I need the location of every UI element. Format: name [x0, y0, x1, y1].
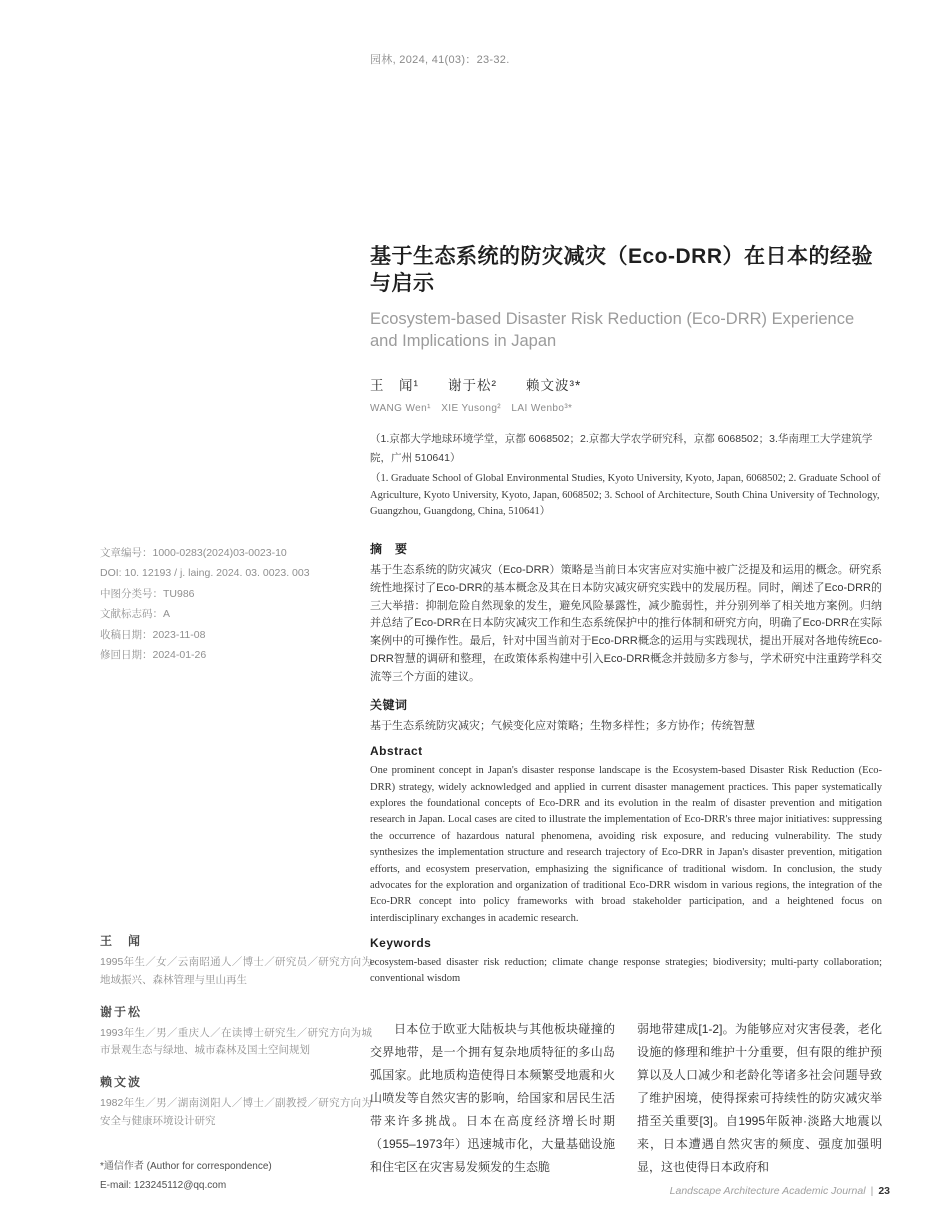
main-column	[370, 540, 882, 1179]
correspondence-note: *通信作者 (Author for correspondence)	[100, 1160, 272, 1172]
footer-journal-name: Landscape Architecture Academic Journal	[669, 1185, 866, 1197]
abstract-zh-heading: 摘 要	[370, 542, 408, 556]
journal-citation: 园林, 2024, 41(03)：23-32.	[370, 54, 510, 66]
bio-name: 赖文波	[100, 1075, 143, 1090]
abstract-en-text: One prominent concept in Japan's disaster response landscape is the Ecosystem-based Disaster Risk Reduction (Eco-DRR) strategy, widely acknowledged and applied in current disaster management practices. This paper systematically explores the foundational concepts of Eco-DRR and its evolution in the realm of disaster prevention and mitigation research in Japan. Local cases are cited to illustrate the implementation of Eco-DRR's three major initiatives: suppressing the occurrence of hazardous natural phenomena, avoiding risk exposure, and reducing vulnerability. The study synthesizes the implementation structure and research trajectory of Eco-DRR in Japan's disaster prevention, mitigation efforts, and ecosystem preservation, emphasizing the significance of traditional wisdom. In conclusion, the study advocates for the exploration and organization of traditional Eco-DRR wisdom in various regions, the integration of the Eco-DRR concept into policy frameworks with broad stakeholder participation, and a heightened focus on interdisciplinary exchanges in academic research.	[370, 765, 882, 924]
affiliations-en: （1. Graduate School of Global Environmental Studies, Kyoto University, Kyoto, Japan, 6068502; 2. Graduate School of Agriculture, Kyoto University, Kyoto, Japan, 6068502; 3. School of Architecture, South China University of Technology, Guangzhou, Guangdong, China, 510641）	[370, 472, 881, 518]
authors-zh: 王 闻¹ 谢于松² 赖文波³*	[370, 378, 582, 394]
title-block	[370, 243, 886, 521]
meta-doi: DOI: 10. 12193 / j. laing. 2024. 03. 0023. 003	[100, 567, 310, 580]
keywords-en-heading: Keywords	[370, 936, 432, 951]
left-sidebar	[100, 543, 372, 1195]
keywords-en-text: ecosystem-based disaster risk reduction; climate change response strategies; biodiversity; multi-party collaboration; conventional wisdom	[370, 957, 882, 985]
meta-article-id: 文章编号：1000-0283(2024)03-0023-10	[100, 547, 287, 559]
bio-name: 谢于松	[100, 1004, 143, 1019]
meta-clc-number: 中图分类号：TU986	[100, 587, 195, 600]
keywords-zh-text: 基于生态系统防灾减灾；气候变化应对策略；生物多样性；多方协作；传统智慧	[370, 719, 755, 732]
bio-text: 1995年生／女／云南昭通人／博士／研究员／研究方向为地域振兴、森林管理与里山再生	[100, 955, 372, 986]
author-bio	[100, 1073, 372, 1131]
bio-text: 1982年生／男／湖南浏阳人／博士／副教授／研究方向为安全与健康环境设计研究	[100, 1097, 372, 1128]
page-footer	[670, 1185, 890, 1197]
body-text	[370, 1018, 882, 1179]
body-column-2: 弱地带建成[1-2]。为能够应对灾害侵袭，老化设施的修理和维护十分重要，但有限的维护预算以及人口减少和老龄化等诸多社会问题导致了维护困境，使得探索可持续性的防灾减灾举措至关重要[3]。自1995年阪神·淡路大地震以来，日本遭遇自然灾害的频度、强度加强明显，这也使得日本政府和	[637, 1021, 882, 1174]
authors-en: WANG Wen¹ XIE Yusong² LAI Wenbo³*	[370, 403, 573, 415]
meta-revised-date: 修回日期：2024-01-26	[100, 649, 207, 662]
body-column-1: 日本位于欧亚大陆板块与其他板块碰撞的交界地带，是一个拥有复杂地质特征的多山岛弧国家。此地质构造使得日本频繁受地震和火山喷发等自然灾害的影响，给国家和居民生活带来许多挑战。日本在高度经济增长时期（1955–1973年）迅速城市化，大量基础设施和住宅区在灾害易发频发的生态脆	[370, 1021, 615, 1174]
bio-text: 1993年生／男／重庆人／在读博士研究生／研究方向为城市景观生态与绿地、城市森林及国土空间规划	[100, 1026, 372, 1057]
article-title-zh: 基于生态系统的防灾减灾（Eco-DRR）在日本的经验与启示	[370, 245, 874, 296]
correspondence-email: E-mail: 123245112@qq.com	[100, 1179, 227, 1191]
author-bio	[100, 1003, 372, 1061]
author-bio	[100, 932, 372, 990]
correspondence-block	[100, 1157, 372, 1195]
footer-separator: |	[870, 1185, 874, 1197]
article-title-en: Ecosystem-based Disaster Risk Reduction (Eco-DRR) Experience and Implications in Japan	[370, 309, 855, 350]
bio-name: 王 闻	[100, 933, 143, 948]
meta-received-date: 收稿日期：2023-11-08	[100, 628, 206, 641]
footer-page-number: 23	[878, 1185, 890, 1197]
abstract-en-heading: Abstract	[370, 744, 423, 759]
author-bios	[100, 932, 372, 1131]
abstract-zh-text: 基于生态系统的防灾减灾（Eco-DRR）策略是当前日本灾害应对实施中被广泛提及和运用的概念。研究系统性地探讨了Eco-DRR的基本概念及其在日本防灾减灾研究实践中的发展历程。同时，阐述了Eco-DRR的三大举措：抑制危险自然现象的发生，避免风险暴露性，减少脆弱性，并分别列举了相关地方案例。归纳并总结了Eco-DRR在日本防灾减灾工作和生态系统保护中的推行体制和研究方向，明确了Eco-DRR在实际案例中的可操作性。最后，针对中国当前对于Eco-DRR概念的运用与实践现状，提出开展对各地传统Eco-DRR智慧的调研和整理，在政策体系构建中引入Eco-DRR概念并鼓励多方参与，学术研究中注重跨学科交流等三个方面的建议。	[370, 564, 882, 683]
meta-document-code: 文献标志码：A	[100, 608, 171, 621]
affiliations-zh: （1.京都大学地球环境学堂，京都 6068502；2.京都大学农学研究科，京都 6068502；3.华南理工大学建筑学院，广州 510641）	[370, 433, 873, 464]
keywords-zh-heading: 关键词	[370, 697, 408, 712]
